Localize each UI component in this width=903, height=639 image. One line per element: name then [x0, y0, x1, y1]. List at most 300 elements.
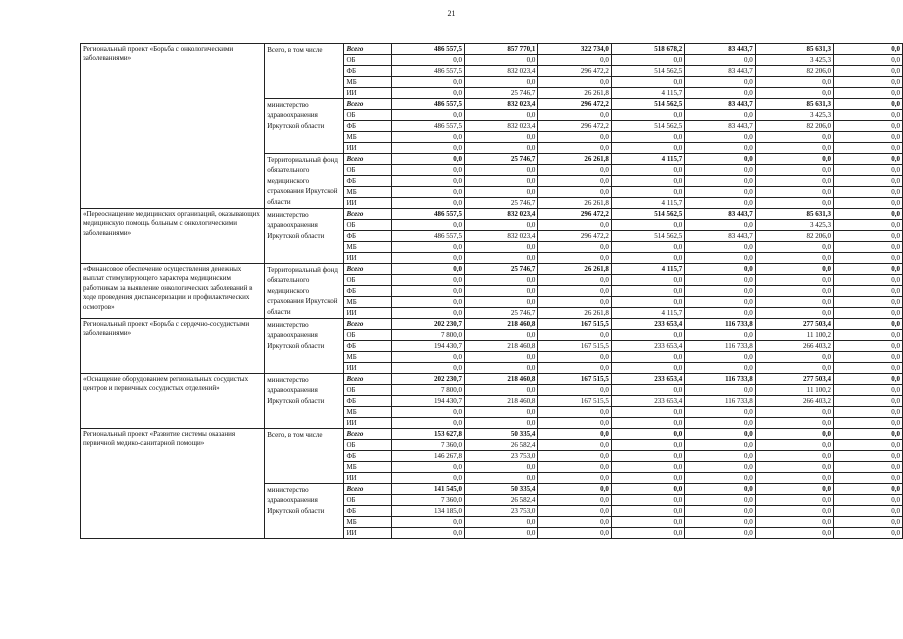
funding-source-cell: Всего [344, 484, 391, 495]
amount-cell: 0,0 [834, 506, 903, 517]
amount-cell: 0,0 [538, 253, 611, 264]
amount-cell: 0,0 [834, 66, 903, 77]
amount-cell: 134 185,0 [391, 506, 464, 517]
executor-cell: министерство здравоохранения Иркутской области [265, 484, 344, 539]
amount-cell: 0,0 [611, 176, 684, 187]
funding-source-cell: ОБ [344, 495, 391, 506]
amount-cell: 85 631,3 [755, 209, 833, 220]
amount-cell: 25 746,7 [464, 198, 537, 209]
funding-source-cell: ФБ [344, 66, 391, 77]
event-name-cell: Региональный проект «Борьба с онкологическими заболеваниями» [81, 44, 265, 209]
amount-cell: 0,0 [755, 88, 833, 99]
funding-source-cell: ИИ [344, 198, 391, 209]
amount-cell: 0,0 [464, 407, 537, 418]
amount-cell: 0,0 [611, 297, 684, 308]
amount-cell: 0,0 [755, 495, 833, 506]
amount-cell: 0,0 [755, 297, 833, 308]
amount-cell: 0,0 [391, 264, 464, 275]
amount-cell: 0,0 [685, 363, 756, 374]
funding-source-cell: МБ [344, 242, 391, 253]
amount-cell: 0,0 [538, 77, 611, 88]
amount-cell: 0,0 [685, 132, 756, 143]
funding-source-cell: Всего [344, 429, 391, 440]
funding-source-cell: ФБ [344, 176, 391, 187]
amount-cell: 0,0 [755, 473, 833, 484]
amount-cell: 0,0 [538, 286, 611, 297]
amount-cell: 0,0 [685, 275, 756, 286]
amount-cell: 218 460,8 [464, 374, 537, 385]
amount-cell: 0,0 [464, 132, 537, 143]
amount-cell: 0,0 [464, 176, 537, 187]
funding-source-cell: ИИ [344, 363, 391, 374]
amount-cell: 0,0 [538, 363, 611, 374]
amount-cell: 0,0 [685, 308, 756, 319]
amount-cell: 0,0 [834, 363, 903, 374]
amount-cell: 0,0 [611, 462, 684, 473]
amount-cell: 0,0 [538, 110, 611, 121]
funding-source-cell: Всего [344, 154, 391, 165]
amount-cell: 0,0 [755, 253, 833, 264]
amount-cell: 0,0 [755, 176, 833, 187]
amount-cell: 0,0 [685, 462, 756, 473]
funding-source-cell: ИИ [344, 528, 391, 539]
executor-cell: Территориальный фонд обязательного медицинского страхования Иркутской области [265, 154, 344, 209]
funding-source-cell: ИИ [344, 418, 391, 429]
table-row [81, 209, 903, 220]
amount-cell: 0,0 [538, 484, 611, 495]
amount-cell: 0,0 [538, 495, 611, 506]
page-number: 21 [447, 9, 456, 18]
amount-cell: 23 753,0 [464, 506, 537, 517]
amount-cell: 0,0 [611, 77, 684, 88]
amount-cell: 4 115,7 [611, 154, 684, 165]
table-body [81, 44, 903, 539]
event-name-cell: «Финансовое обеспечение осуществления денежных выплат стимулирующего характера медицинским работникам за выявление онкологических заболеваний в ходе проведения диспансеризации и профилактических осмотров» [81, 264, 265, 319]
executor-cell: министерство здравоохранения Иркутской области [265, 99, 344, 154]
funding-source-cell: ФБ [344, 341, 391, 352]
amount-cell: 0,0 [834, 341, 903, 352]
amount-cell: 486 557,5 [391, 66, 464, 77]
amount-cell: 0,0 [611, 132, 684, 143]
amount-cell: 0,0 [685, 110, 756, 121]
amount-cell: 0,0 [685, 528, 756, 539]
amount-cell: 0,0 [755, 506, 833, 517]
amount-cell: 0,0 [685, 88, 756, 99]
amount-cell: 0,0 [391, 132, 464, 143]
funding-source-cell: ОБ [344, 440, 391, 451]
amount-cell: 0,0 [834, 440, 903, 451]
amount-cell: 0,0 [685, 253, 756, 264]
funding-source-cell: МБ [344, 517, 391, 528]
event-name-cell: «Переоснащение медицинских организаций, оказывающих медицинскую помощь больным с онкологическими заболеваниями» [81, 209, 265, 264]
amount-cell: 296 472,2 [538, 66, 611, 77]
amount-cell: 0,0 [685, 517, 756, 528]
amount-cell: 0,0 [464, 143, 537, 154]
amount-cell: 0,0 [685, 506, 756, 517]
amount-cell: 277 503,4 [755, 319, 833, 330]
amount-cell: 0,0 [538, 418, 611, 429]
amount-cell: 0,0 [391, 517, 464, 528]
amount-cell: 0,0 [538, 385, 611, 396]
funding-source-cell: Всего [344, 44, 391, 55]
amount-cell: 11 100,2 [755, 385, 833, 396]
amount-cell: 832 023,4 [464, 66, 537, 77]
table-row [81, 264, 903, 275]
amount-cell: 0,0 [685, 330, 756, 341]
amount-cell: 0,0 [834, 253, 903, 264]
amount-cell: 296 472,2 [538, 209, 611, 220]
amount-cell: 514 562,5 [611, 66, 684, 77]
amount-cell: 116 733,8 [685, 319, 756, 330]
amount-cell: 83 443,7 [685, 231, 756, 242]
amount-cell: 0,0 [834, 407, 903, 418]
amount-cell: 0,0 [464, 418, 537, 429]
amount-cell: 26 261,8 [538, 264, 611, 275]
amount-cell: 0,0 [834, 462, 903, 473]
amount-cell: 0,0 [538, 528, 611, 539]
amount-cell: 0,0 [391, 165, 464, 176]
amount-cell: 0,0 [464, 110, 537, 121]
budget-table [80, 43, 903, 539]
funding-source-cell: МБ [344, 297, 391, 308]
amount-cell: 0,0 [464, 528, 537, 539]
amount-cell: 0,0 [685, 440, 756, 451]
amount-cell: 25 746,7 [464, 88, 537, 99]
table-row [81, 44, 903, 55]
amount-cell: 0,0 [611, 440, 684, 451]
amount-cell: 0,0 [611, 429, 684, 440]
amount-cell: 322 734,0 [538, 44, 611, 55]
amount-cell: 0,0 [834, 176, 903, 187]
amount-cell: 25 746,7 [464, 264, 537, 275]
amount-cell: 0,0 [755, 528, 833, 539]
amount-cell: 0,0 [834, 297, 903, 308]
amount-cell: 0,0 [755, 132, 833, 143]
amount-cell: 82 206,0 [755, 121, 833, 132]
amount-cell: 0,0 [685, 429, 756, 440]
amount-cell: 167 515,5 [538, 341, 611, 352]
amount-cell: 0,0 [755, 407, 833, 418]
amount-cell: 0,0 [538, 132, 611, 143]
amount-cell: 26 261,8 [538, 308, 611, 319]
funding-source-cell: МБ [344, 132, 391, 143]
funding-source-cell: МБ [344, 407, 391, 418]
amount-cell: 0,0 [538, 220, 611, 231]
amount-cell: 0,0 [755, 154, 833, 165]
amount-cell: 0,0 [391, 154, 464, 165]
amount-cell: 0,0 [834, 44, 903, 55]
amount-cell: 0,0 [685, 418, 756, 429]
amount-cell: 4 115,7 [611, 88, 684, 99]
amount-cell: 486 557,5 [391, 121, 464, 132]
amount-cell: 0,0 [834, 418, 903, 429]
amount-cell: 0,0 [834, 154, 903, 165]
funding-source-cell: ФБ [344, 121, 391, 132]
amount-cell: 0,0 [611, 220, 684, 231]
amount-cell: 486 557,5 [391, 44, 464, 55]
amount-cell: 296 472,2 [538, 231, 611, 242]
funding-source-cell: ФБ [344, 231, 391, 242]
amount-cell: 50 335,4 [464, 484, 537, 495]
amount-cell: 0,0 [611, 55, 684, 66]
amount-cell: 0,0 [755, 264, 833, 275]
amount-cell: 0,0 [391, 55, 464, 66]
amount-cell: 0,0 [391, 198, 464, 209]
amount-cell: 3 425,3 [755, 110, 833, 121]
amount-cell: 0,0 [755, 143, 833, 154]
amount-cell: 857 770,1 [464, 44, 537, 55]
amount-cell: 0,0 [685, 264, 756, 275]
amount-cell: 0,0 [538, 429, 611, 440]
amount-cell: 26 582,4 [464, 440, 537, 451]
amount-cell: 0,0 [755, 429, 833, 440]
amount-cell: 0,0 [685, 352, 756, 363]
amount-cell: 26 261,8 [538, 198, 611, 209]
funding-source-cell: ОБ [344, 275, 391, 286]
table-row [81, 429, 903, 440]
amount-cell: 0,0 [685, 495, 756, 506]
amount-cell: 0,0 [538, 187, 611, 198]
amount-cell: 153 627,8 [391, 429, 464, 440]
funding-source-cell: ОБ [344, 55, 391, 66]
amount-cell: 26 261,8 [538, 154, 611, 165]
amount-cell: 277 503,4 [755, 374, 833, 385]
amount-cell: 0,0 [834, 88, 903, 99]
amount-cell: 7 360,0 [391, 495, 464, 506]
funding-source-cell: ОБ [344, 165, 391, 176]
amount-cell: 0,0 [464, 352, 537, 363]
amount-cell: 0,0 [538, 55, 611, 66]
amount-cell: 0,0 [391, 528, 464, 539]
amount-cell: 0,0 [538, 462, 611, 473]
amount-cell: 0,0 [464, 187, 537, 198]
amount-cell: 0,0 [611, 473, 684, 484]
amount-cell: 0,0 [464, 253, 537, 264]
amount-cell: 0,0 [391, 143, 464, 154]
amount-cell: 0,0 [464, 165, 537, 176]
amount-cell: 167 515,5 [538, 396, 611, 407]
amount-cell: 0,0 [685, 297, 756, 308]
amount-cell: 0,0 [391, 363, 464, 374]
amount-cell: 83 443,7 [685, 121, 756, 132]
amount-cell: 832 023,4 [464, 231, 537, 242]
amount-cell: 0,0 [464, 77, 537, 88]
amount-cell: 0,0 [755, 165, 833, 176]
amount-cell: 0,0 [834, 143, 903, 154]
amount-cell: 3 425,3 [755, 55, 833, 66]
amount-cell: 486 557,5 [391, 209, 464, 220]
amount-cell: 514 562,5 [611, 231, 684, 242]
amount-cell: 194 430,7 [391, 396, 464, 407]
amount-cell: 0,0 [685, 176, 756, 187]
executor-cell: Всего, в том числе [265, 429, 344, 484]
amount-cell: 0,0 [538, 517, 611, 528]
amount-cell: 0,0 [685, 242, 756, 253]
amount-cell: 0,0 [685, 77, 756, 88]
amount-cell: 7 800,0 [391, 330, 464, 341]
amount-cell: 0,0 [611, 352, 684, 363]
amount-cell: 0,0 [834, 517, 903, 528]
amount-cell: 0,0 [834, 55, 903, 66]
funding-source-cell: ИИ [344, 253, 391, 264]
amount-cell: 83 443,7 [685, 209, 756, 220]
amount-cell: 26 582,4 [464, 495, 537, 506]
amount-cell: 218 460,8 [464, 319, 537, 330]
amount-cell: 83 443,7 [685, 66, 756, 77]
executor-cell: министерство здравоохранения Иркутской области [265, 319, 344, 374]
amount-cell: 116 733,8 [685, 341, 756, 352]
amount-cell: 0,0 [685, 143, 756, 154]
amount-cell: 832 023,4 [464, 121, 537, 132]
funding-source-cell: МБ [344, 187, 391, 198]
amount-cell: 0,0 [391, 286, 464, 297]
amount-cell: 0,0 [834, 231, 903, 242]
amount-cell: 0,0 [755, 418, 833, 429]
amount-cell: 0,0 [538, 352, 611, 363]
amount-cell: 85 631,3 [755, 44, 833, 55]
amount-cell: 0,0 [755, 484, 833, 495]
funding-source-cell: ОБ [344, 110, 391, 121]
funding-source-cell: ИИ [344, 143, 391, 154]
amount-cell: 146 267,8 [391, 451, 464, 462]
amount-cell: 0,0 [834, 308, 903, 319]
amount-cell: 0,0 [611, 363, 684, 374]
amount-cell: 0,0 [538, 506, 611, 517]
amount-cell: 0,0 [611, 275, 684, 286]
funding-source-cell: ОБ [344, 330, 391, 341]
amount-cell: 83 443,7 [685, 44, 756, 55]
amount-cell: 486 557,5 [391, 231, 464, 242]
amount-cell: 0,0 [538, 165, 611, 176]
funding-source-cell: ИИ [344, 308, 391, 319]
funding-source-cell: МБ [344, 462, 391, 473]
amount-cell: 0,0 [611, 495, 684, 506]
amount-cell: 0,0 [391, 407, 464, 418]
amount-cell: 0,0 [464, 330, 537, 341]
amount-cell: 0,0 [834, 209, 903, 220]
funding-source-cell: МБ [344, 77, 391, 88]
amount-cell: 0,0 [611, 517, 684, 528]
amount-cell: 0,0 [538, 440, 611, 451]
funding-source-cell: ФБ [344, 451, 391, 462]
amount-cell: 0,0 [464, 385, 537, 396]
amount-cell: 233 653,4 [611, 341, 684, 352]
amount-cell: 7 360,0 [391, 440, 464, 451]
funding-source-cell: Всего [344, 209, 391, 220]
amount-cell: 486 557,5 [391, 99, 464, 110]
amount-cell: 4 115,7 [611, 264, 684, 275]
amount-cell: 0,0 [834, 275, 903, 286]
amount-cell: 0,0 [834, 429, 903, 440]
amount-cell: 0,0 [834, 385, 903, 396]
amount-cell: 0,0 [755, 451, 833, 462]
event-name-cell: Региональный проект «Развитие системы оказания первичной медико-санитарной помощи» [81, 429, 265, 539]
amount-cell: 0,0 [834, 198, 903, 209]
amount-cell: 296 472,2 [538, 121, 611, 132]
amount-cell: 0,0 [834, 374, 903, 385]
amount-cell: 0,0 [834, 110, 903, 121]
amount-cell: 0,0 [685, 484, 756, 495]
funding-source-cell: ФБ [344, 396, 391, 407]
amount-cell: 0,0 [464, 242, 537, 253]
executor-cell: Всего, в том числе [265, 44, 344, 99]
funding-source-cell: ФБ [344, 506, 391, 517]
amount-cell: 202 230,7 [391, 319, 464, 330]
funding-source-cell: ОБ [344, 385, 391, 396]
amount-cell: 0,0 [538, 451, 611, 462]
amount-cell: 82 206,0 [755, 66, 833, 77]
amount-cell: 167 515,5 [538, 319, 611, 330]
amount-cell: 0,0 [834, 220, 903, 231]
funding-source-cell: Всего [344, 319, 391, 330]
executor-cell: министерство здравоохранения Иркутской области [265, 374, 344, 429]
amount-cell: 26 261,8 [538, 88, 611, 99]
amount-cell: 0,0 [834, 132, 903, 143]
amount-cell: 0,0 [464, 286, 537, 297]
amount-cell: 0,0 [834, 121, 903, 132]
amount-cell: 83 443,7 [685, 99, 756, 110]
amount-cell: 0,0 [391, 242, 464, 253]
amount-cell: 85 631,3 [755, 99, 833, 110]
amount-cell: 0,0 [834, 99, 903, 110]
amount-cell: 0,0 [834, 264, 903, 275]
amount-cell: 0,0 [755, 352, 833, 363]
amount-cell: 0,0 [755, 242, 833, 253]
amount-cell: 4 115,7 [611, 308, 684, 319]
amount-cell: 0,0 [685, 187, 756, 198]
amount-cell: 0,0 [755, 462, 833, 473]
amount-cell: 0,0 [611, 484, 684, 495]
amount-cell: 116 733,8 [685, 374, 756, 385]
funding-source-cell: МБ [344, 352, 391, 363]
amount-cell: 218 460,8 [464, 341, 537, 352]
amount-cell: 0,0 [685, 473, 756, 484]
amount-cell: 0,0 [685, 286, 756, 297]
amount-cell: 0,0 [538, 176, 611, 187]
amount-cell: 0,0 [391, 352, 464, 363]
amount-cell: 0,0 [834, 484, 903, 495]
amount-cell: 0,0 [391, 220, 464, 231]
amount-cell: 0,0 [391, 253, 464, 264]
amount-cell: 0,0 [685, 55, 756, 66]
amount-cell: 0,0 [611, 385, 684, 396]
amount-cell: 0,0 [538, 143, 611, 154]
amount-cell: 0,0 [611, 242, 684, 253]
amount-cell: 0,0 [538, 242, 611, 253]
amount-cell: 0,0 [391, 187, 464, 198]
funding-source-cell: Всего [344, 374, 391, 385]
amount-cell: 0,0 [611, 418, 684, 429]
amount-cell: 0,0 [391, 418, 464, 429]
amount-cell: 0,0 [834, 330, 903, 341]
amount-cell: 0,0 [755, 440, 833, 451]
amount-cell: 0,0 [464, 275, 537, 286]
table-row [81, 319, 903, 330]
amount-cell: 0,0 [464, 297, 537, 308]
amount-cell: 0,0 [611, 165, 684, 176]
amount-cell: 4 115,7 [611, 198, 684, 209]
amount-cell: 0,0 [685, 385, 756, 396]
amount-cell: 0,0 [834, 528, 903, 539]
amount-cell: 832 023,4 [464, 99, 537, 110]
event-name-cell: Региональный проект «Борьба с сердечно-сосудистыми заболеваниями» [81, 319, 265, 374]
amount-cell: 518 678,2 [611, 44, 684, 55]
amount-cell: 0,0 [755, 77, 833, 88]
amount-cell: 141 545,0 [391, 484, 464, 495]
funding-source-cell: ОБ [344, 220, 391, 231]
amount-cell: 0,0 [755, 187, 833, 198]
amount-cell: 0,0 [834, 319, 903, 330]
